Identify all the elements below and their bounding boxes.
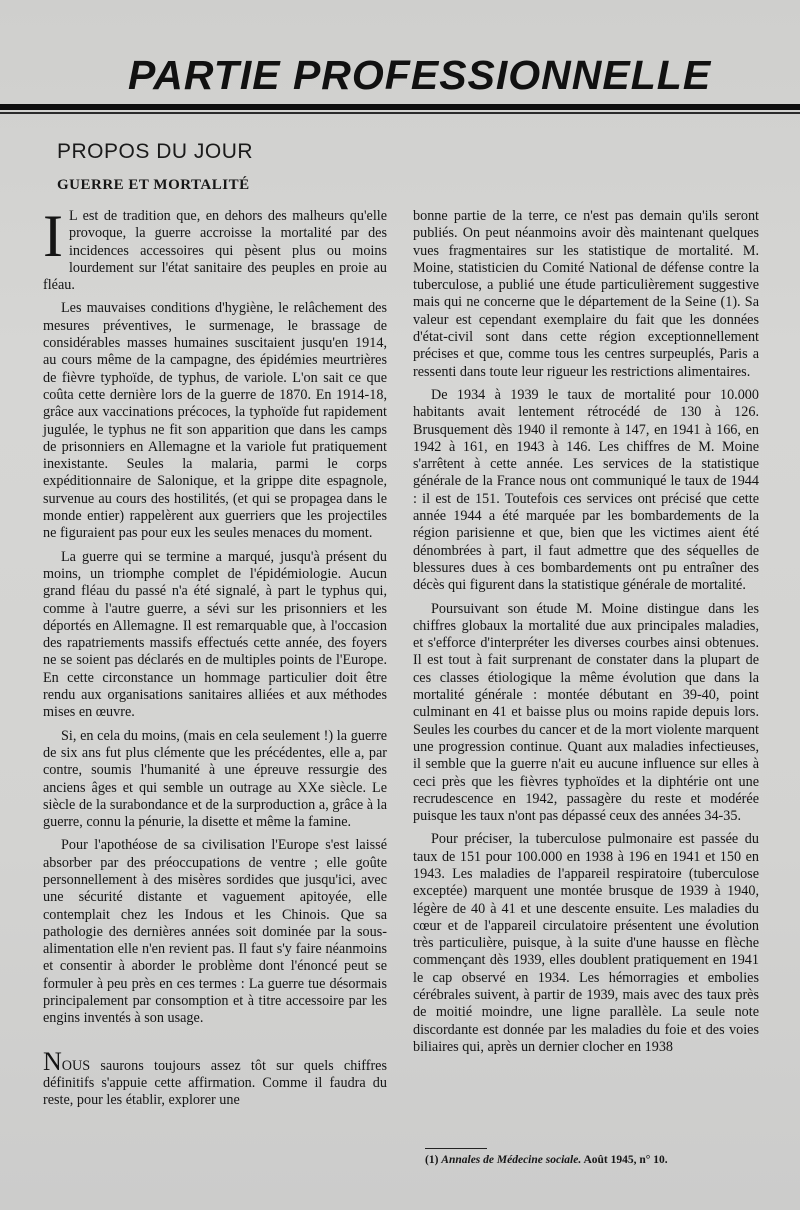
paragraph-1 <box>43 203 387 294</box>
paragraph-8: De 1934 à 1939 le taux de mortalité pour 10.000 habitants avait lentement rétrocédé de 130 à 126. Brusquement dès 1940 il remonte à 147, en 1941 à 166, en 1942 à 161, en 1943 à 146. Les chiffres de M. Moine s'arrêtent à cette année. Les services de la statistique générale de la France nous ont communiqué le taux de 1944 : il est de 151. Toutefois ces services ont précisé que cette année 1944 a été marquée par les bombardements de la région parisienne et que, bien que les victimes aient été dénombrées à part, il faut admettre que des séquelles de blessures dues à ces bombardements ont pu entraîner des décès qui figurent dans la statistique générale de mortalité. <box>413 386 759 594</box>
footnote-source: Annales de Médecine sociale. <box>441 1154 582 1166</box>
section-banner: PARTIE PROFESSIONNELLE <box>128 52 712 98</box>
paragraph-10: Pour préciser, la tuberculose pulmonaire est passée du taux de 151 pour 100.000 en 1938 à 196 en 1941 et 150 en 1943. Les maladies de l'appareil respiratoire (tuberculose exceptée) marquent une montée brusque de 1939 à 1940, légère de 40 à 41 et une descente ensuite. Les maladies du cœur et de l'appareil circulatoire présentent une évolution très particulière, puisque, à la suite d'une hausse en flèche commençant dès 1939, elles doublent pratiquement en 1941 le cap observé en 1934. Les hémorragies et embolies cérébrales suivent, à partir de 1939, mais avec des taux près de moitié moindre, une ligne parallèle. La seule note discordante est donnée par les maladies du foie et des voies biliaires qui, après un dernier clocher en 1938 <box>413 831 759 1055</box>
paragraph-5: Pour l'apothéose de sa civilisation l'Europe s'est laissé absorber par des préoccupations de ventre ; elle goûte personnellement à des misères sordides que jusqu'ici, avec une sécurité distante et vaguement apitoyée, elle contemplait chez les Indous et les Chinois. Que sa pathologie des dernières années soit dominée par la sous-alimentation elle n'en revient pas. Il faut s'y faire néanmoins et consentir à aborder le problème dont l'énoncé peut se formuler à peu près en ces termes : La guerre tue désormais principalement par consomption et à titre accessoire par les engins inventés à son usage. <box>43 837 387 1027</box>
drop-cap-2: N <box>43 1046 62 1076</box>
paragraph-6 <box>43 1046 387 1110</box>
banner-rule <box>0 104 800 110</box>
drop-cap: I <box>43 203 63 269</box>
paragraph-6-text: OUS saurons toujours assez tôt sur quels chiffres définitifs s'appuie cette affirmation. Comme il faudra du reste, pour les établir, explorer une <box>43 1057 387 1109</box>
left-column <box>43 203 387 1116</box>
footnote-number: (1) <box>425 1154 439 1166</box>
paragraph-2: Les mauvaises conditions d'hygiène, le relâchement des mesures préventives, le surmenage, le brassage de considérables masses humaines suscitaient jusqu'en 1914, au cours même de la campagne, des épidémies meurtrières de fièvre typhoïde, de typhus, de variole. L'on sait ce que coûta cette dernière lors de la guerre de 1870. En 1914-18, grâce aux vaccinations précoces, la typhoïde fut rapidement jugulée, le typhus ne fit son apparition que dans les camps de prisonniers en Allemagne et la variole fut pratiquement inexistante. Seules la malaria, parmi le corps expéditionnaire de Salonique, et la grippe dite espagnole, survenue au cours des hostilités, (et qui se propagea dans le monde entier) rappelèrent aux guerriers que les projectiles ne figuraient pas pour eux les seules menaces du moment. <box>43 300 387 542</box>
banner-rule-thin <box>0 112 800 114</box>
footnote-rule <box>425 1148 487 1149</box>
article-title: GUERRE ET MORTALITÉ <box>57 177 250 193</box>
paragraph-3: La guerre qui se termine a marqué, jusqu'à présent du moins, un triomphe complet de l'épidémiologie. Aucun grand fléau du passé n'a été signalé, à part le typhus qui, comme à l'autre guerre, a sévi sur les prisonniers et les déportés en Allemagne. Il est remarquable que, à l'occasion des rapatriements massifs effectués cette année, des foyers ne se soient pas déclarés en de multiples points de l'Europe. En cette circonstance un hommage particulier doit être rendu aux organisations sanitaires alliées et aux méthodes mises en œuvre. <box>43 548 387 721</box>
footnote <box>425 1154 765 1166</box>
paragraph-1-text: L est de tradition que, en dehors des malheurs qu'elle provoque, la guerre accroisse la mortalité par des incidences accessoires qui pèsent plus ou moins lourdement sur l'état sanitaire des peuples en proie au fléau. <box>43 208 387 294</box>
paragraph-7: bonne partie de la terre, ce n'est pas demain qu'ils seront publiés. On peut néanmoins avoir dès maintenant quelques vues fragmentaires sur les statistique de mortalité. M. Moine, statisticien du Comité National de défense contre la tuberculose, a publié une étude particulièrement suggestive mais qui ne concerne que le département de la Seine (1). Sa valeur est cependant exemplaire du fait que les données d'état-civil sont dans cette région exceptionnellement précises et que, comme tous les centres surpeuplés, Paris a ressenti dans toute leur rigueur les restrictions alimentaires. <box>413 208 759 380</box>
paragraph-9: Poursuivant son étude M. Moine distingue dans les chiffres globaux la mortalité due aux principales maladies, et s'efforce d'interpréter les diverses courbes ainsi obtenues. Il est tout à fait surprenant de constater dans la plupart de ces classes étiologique la même évolution que dans la mortalité générale : montée débutant en 39-40, point culminant en 41 et baisse plus ou moins rapide depuis lors. Seules les courbes du cancer et de la mort violente marquent une progression continue. Quant aux maladies infectieuses, il semble que la guerre n'ait eu aucune influence sur elles à ceci près que les fièvres typhoïdes et la diphtérie ont une recrudescence en 1942, passagère du reste et modérée puisque les taux n'ont pas dépassé ceux des années 34-35. <box>413 600 759 825</box>
paragraph-4: Si, en cela du moins, (mais en cela seulement !) la guerre de six ans fut plus clémente que les précédentes, elle a, par contre, soumis l'humanité à une épreuve ressurgie des anciens âges et qui semble un outrage au XXe siècle. Le siècle de la surabondance et de la surproduction a, grâce à la guerre, connu la pénurie, la disette et même la famine. <box>43 727 387 831</box>
section-title: PROPOS DU JOUR <box>57 140 254 163</box>
footnote-date: Août 1945, n° 10. <box>583 1154 668 1166</box>
right-column <box>413 208 759 1062</box>
